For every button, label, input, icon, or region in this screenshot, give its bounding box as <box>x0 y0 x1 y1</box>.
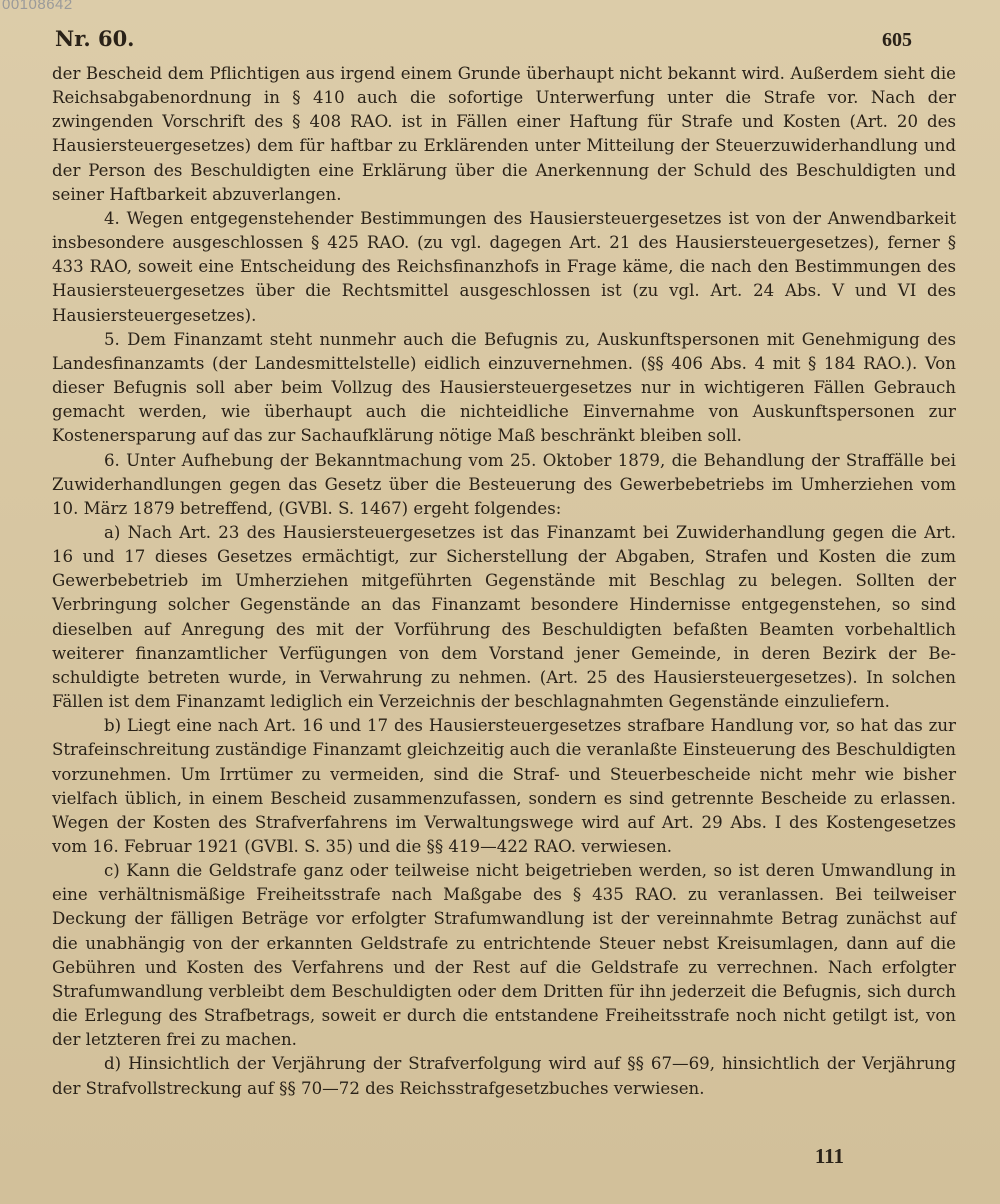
paragraph-6b: b) Liegt eine nach Art. 16 und 17 des Hausiersteuergesetzes strafbare Handlung vor, so hat das zur Strafeinschreitung zuständige Finanzamt gleichzeitig auch die veranlaßte Einsteuerung des Beschuldigten vorzunehmen. Um Irrtümer zu vermeiden, sind die Straf- und Steuerbescheide nicht mehr wie bisher vielfach üblich, in einem Bescheid zusammenzufassen, sondern es sind getrennte Bescheide zu erlassen. Wegen der Kosten des Strafverfahrens im Verwaltungswege wird auf Art. 29 Abs. I des Kostengesetzes vom 16. Februar 1921 (GVBl. S. 35) und die §§ 419—422 RAO. verwiesen. <box>52 716 956 856</box>
paragraph-4: 4. Wegen entgegenstehender Bestimmungen des Hausiersteuergesetzes ist von der Anwendbarkeit insbesondere ausgeschlossen § 425 RAO. (zu vgl. dagegen Art. 21 des Hausiersteuergesetzes), ferner § 433 RAO, soweit eine Entscheidung des Reichsfinanzhofs in Frage käme, die nach den Bestimmungen des Hausiersteuergesetzes über die Rechtsmittel ausgeschlossen ist (zu vgl. Art. 24 Abs. V und VI des Hausiersteuergesetzes). <box>52 208 956 325</box>
paragraph-6d: d) Hinsichtlich der Verjährung der Strafverfolgung wird auf §§ 67—69, hinsichtlich der Verjährung der Strafvollstreckung auf §§ 70—72 des Reichsstrafgesetzbuches verwiesen. <box>52 1054 956 1098</box>
paragraph-6c: c) Kann die Geldstrafe ganz oder teilweise nicht beigetrieben werden, so ist deren Umwandlung in eine verhältnismäßige Freiheitsstrafe nach Maßgabe des § 435 RAO. zu veranlassen. Bei teilweiser Deckung der fälligen Beträge vor erfolgter Strafumwandlung ist der vereinnahmte Betrag zunächst auf die unabhängig von der erkannten Geldstrafe zu entrichtende Steuer nebst Kreisumlagen, dann auf die Gebühren und Kosten des Verfahrens und der Rest auf die Geldstrafe zu verrechnen. Nach erfolgter Strafumwandlung verbleibt dem Beschuldigten oder dem Dritten für ihn jederzeit die Befugnis, sich durch die Erlegung des Strafbetrags, soweit er durch die entstandene Freiheitsstrafe noch nicht getilgt ist, von der letzteren frei zu machen. <box>52 861 956 1050</box>
paragraph-6a: a) Nach Art. 23 des Hausiersteuergesetzes ist das Finanzamt bei Zuwiderhandlung gegen die Art. 16 und 17 dieses Gesetzes ermächtigt, zur Sicherstellung der Abgaben, Strafen und Kosten die zum Gewerbebetrieb im Umherziehen mitgeführten Gegenstände mit Beschlag zu belegen. Sollten der Verbringung solcher Gegenstände an das Finanzamt besondere Hindernisse entgegenstehen, so sind dieselben auf Anregung des mit der Vorführung des Beschuldigten befaßten Beamten vorbehaltlich weiterer finanzamtlicher Verfügungen von dem Vorstand jener Gemeinde, in deren Bezirk der Beschuldigte betreten wurde, in Verwahrung zu nehmen. (Art. 25 des Hausiersteuergesetzes). In solchen Fällen ist dem Finanzamt lediglich ein Verzeichnis der beschlagnahmten Gegenstände einzuliefern. <box>52 522 956 712</box>
page-header <box>55 26 912 60</box>
document-body <box>52 62 956 1101</box>
page-number: 605 <box>882 29 912 51</box>
paragraph-continuation: der Bescheid dem Pflichtigen aus irgend einem Grunde überhaupt nicht bekannt wird. Außerdem sieht die Reichsabgabenordnung in § 410 auch die sofortige Unterwerfung unter die Strafe vor. Nach der zwingenden Vorschrift des § 408 RAO. ist in Fällen einer Haftung für Strafe und Kosten (Art. 20 des Hausiersteuergesetzes) dem für haftbar zu Erklärenden unter Mitteilung der Steuerzuwiderhandlung und der Person des Beschuldigten eine Erklärung über die Anerkennung der Schuld des Beschuldigten und seiner Haftbarkeit abzuverlangen. <box>52 64 956 204</box>
signature-mark: 111 <box>814 1144 844 1168</box>
paragraph-5: 5. Dem Finanzamt steht nunmehr auch die Befugnis zu, Auskunftspersonen mit Genehmigung des Landesfinanzamts (der Landesmittelstelle) eidlich einzuvernehmen. (§§ 406 Abs. 4 mit § 184 RAO.). Von dieser Befugnis soll aber beim Vollzug des Hausiersteuergesetzes nur in wichtigeren Fällen Gebrauch gemacht werden, wie überhaupt auch die nichteidliche Einvernahme von Auskunftspersonen zur Kostenersparung auf das zur Sachaufklärung nötige Maß beschränkt bleiben soll. <box>52 329 956 446</box>
archive-id: 00108642 <box>2 0 73 13</box>
paragraph-6: 6. Unter Aufhebung der Bekanntmachung vom 25. Oktober 1879, die Behandlung der Straffälle bei Zuwiderhandlungen gegen das Gesetz über die Besteuerung des Gewerbebetriebs im Umherziehen vom 10. März 1879 betreffend, (GVBl. S. 1467) ergeht folgendes: <box>52 450 956 518</box>
document-number: Nr. 60. <box>55 26 135 51</box>
